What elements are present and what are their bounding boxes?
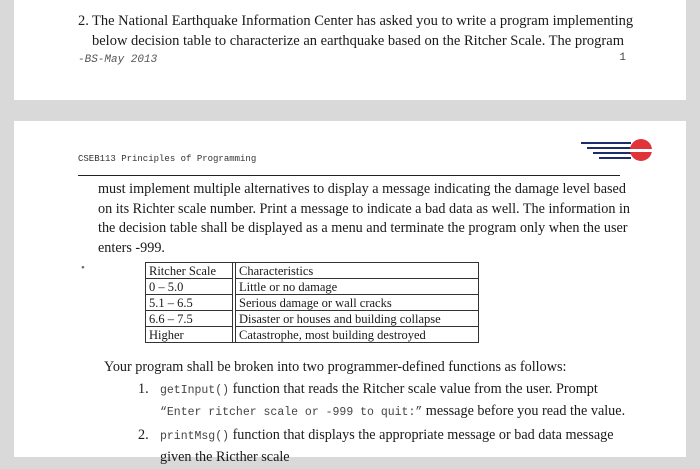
functions-intro: Your program shall be broken into two programmer-defined functions as follows:: [104, 359, 567, 375]
header-ritcher-scale: Ritcher Scale: [146, 263, 233, 279]
list-item: [138, 425, 628, 467]
question-2-text: [78, 11, 652, 51]
list-item: [138, 379, 628, 423]
source-tag: -BS-May 2013: [78, 54, 158, 66]
page-number: 1: [619, 52, 626, 64]
item-text: function that reads the Ritcher scale value from the user. Prompt: [229, 381, 598, 397]
university-logo-icon: [579, 135, 659, 165]
table-row: [146, 279, 479, 295]
table-cell: 5.1 – 6.5: [146, 295, 233, 311]
item-number: 2.: [138, 427, 149, 443]
table-cell: Catastrophe, most building destroyed: [236, 327, 479, 343]
table-row: [146, 327, 479, 343]
bullet-mark: •: [81, 262, 85, 274]
header-rule: [78, 175, 620, 176]
header-characteristics: Characteristics: [236, 263, 479, 279]
table-cell: 0 – 5.0: [146, 279, 233, 295]
table-row: [146, 295, 479, 311]
decision-table: [145, 262, 479, 343]
item-text-tail: message before you read the value.: [422, 403, 626, 419]
question-body: The National Earthquake Information Center has asked you to write a program implementing below decision table to characterize an earthquake based on the Ritcher Scale. The program: [92, 13, 634, 49]
function-name: printMsg(): [160, 430, 230, 443]
question-number: 2.: [78, 13, 89, 29]
function-name: getInput(): [160, 384, 230, 397]
table-cell: Little or no damage: [236, 279, 479, 295]
table-header-row: [146, 263, 479, 279]
document-page-2: [14, 121, 686, 465]
document-page-1: [14, 0, 686, 100]
table-cell: Serious damage or wall cracks: [236, 295, 479, 311]
item-number: 1.: [138, 381, 149, 397]
prompt-string: “Enter ritcher scale or -999 to quit:”: [160, 406, 423, 419]
function-list: [138, 379, 628, 469]
table-cell: Disaster or houses and building collapse: [236, 311, 479, 327]
table-row: [146, 311, 479, 327]
continuation-paragraph: must implement multiple alternatives to display a message indicating the damage level based on its Richter scale number. Print a message to indicate a bad data as well. The information in the decision table shall be displayed as a menu and terminate the program only when the user enters -999.: [98, 181, 631, 256]
table-cell: Higher: [146, 327, 233, 343]
table-cell: 6.6 – 7.5: [146, 311, 233, 327]
course-header: CSEB113 Principles of Programming: [78, 154, 257, 164]
item-text: function that displays the appropriate message or bad data message given the Ricther scale: [160, 427, 614, 465]
